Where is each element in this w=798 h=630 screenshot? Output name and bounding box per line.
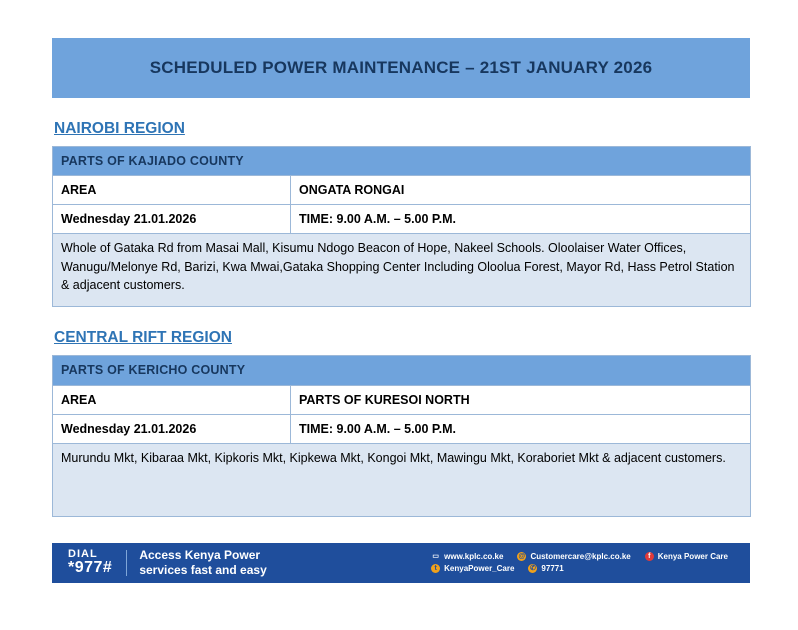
table-row [53, 414, 751, 443]
twitter-icon: t [431, 564, 440, 573]
outage-date: Wednesday 21.01.2026 [53, 205, 291, 234]
contact-row-2 [431, 564, 728, 573]
at-icon: @ [518, 553, 526, 561]
document-content [52, 38, 750, 583]
table-row [53, 147, 751, 176]
column-header-area: AREA [53, 176, 291, 205]
access-line-1: Access Kenya Power [139, 547, 261, 562]
county-header: PARTS OF KAJIADO COUNTY [53, 147, 751, 176]
dial-number: *977# [68, 559, 113, 577]
dial-block [68, 549, 126, 576]
page-title: SCHEDULED POWER MAINTENANCE – 21ST JANUARY 2026 [149, 58, 653, 77]
table-row [53, 176, 751, 205]
phone-icon: ✆ [529, 565, 536, 573]
table-row [53, 443, 751, 516]
table-row [53, 234, 751, 307]
contact-row-1 [431, 552, 728, 561]
affected-areas-text: Whole of Gataka Rd from Masai Mall, Kisumu Ndogo Beacon of Hope, Nakeel Schools. Oloolaiser Water Offices, Wanugu/Melonye Rd, Barizi, Kwa Mwai,Gataka Shopping Center Including Oloolua Forest, Mayor Rd, Hass Petrol Station & adjacent customers. [53, 234, 751, 307]
contact-website-label: www.kplc.co.ke [444, 552, 504, 562]
contact-facebook[interactable] [645, 552, 728, 561]
contact-website[interactable] [431, 552, 503, 561]
contact-email-label: Customercare@kplc.co.ke [530, 552, 631, 562]
contact-facebook-label: Kenya Power Care [657, 552, 728, 562]
column-header-location: PARTS OF KURESOI NORTH [291, 385, 751, 414]
facebook-icon: f [645, 552, 654, 561]
outage-time: TIME: 9.00 A.M. – 5.00 P.M. [291, 414, 751, 443]
column-header-location: ONGATA RONGAI [291, 176, 751, 205]
contact-email[interactable] [517, 552, 630, 561]
footer-bar [52, 543, 750, 583]
access-text [139, 548, 266, 578]
dial-label: DIAL [68, 548, 98, 561]
column-header-area: AREA [53, 385, 291, 414]
footer-divider [126, 550, 127, 576]
contact-twitter[interactable] [431, 564, 514, 573]
contact-phone-label: 97771 [541, 564, 564, 574]
affected-areas-text: Murundu Mkt, Kibaraa Mkt, Kipkoris Mkt, Kipkewa Mkt, Kongoi Mkt, Mawingu Mkt, Koraboriet Mkt & adjacent customers. [53, 443, 751, 516]
region-heading-central-rift: CENTRAL RIFT REGION [54, 329, 232, 347]
outage-time: TIME: 9.00 A.M. – 5.00 P.M. [291, 205, 751, 234]
footer-contacts [431, 552, 734, 573]
outage-date: Wednesday 21.01.2026 [53, 414, 291, 443]
monitor-icon: ▭ [432, 553, 439, 561]
access-line-2: services fast and easy [139, 562, 267, 577]
contact-phone[interactable] [528, 564, 563, 573]
table-row [53, 205, 751, 234]
contact-twitter-label: KenyaPower_Care [444, 564, 515, 574]
schedule-table-central-rift [52, 355, 751, 516]
county-header: PARTS OF KERICHO COUNTY [53, 356, 751, 385]
page-banner [52, 38, 750, 98]
table-row [53, 356, 751, 385]
table-row [53, 385, 751, 414]
schedule-table-nairobi [52, 146, 751, 307]
region-heading-nairobi: NAIROBI REGION [54, 120, 185, 137]
